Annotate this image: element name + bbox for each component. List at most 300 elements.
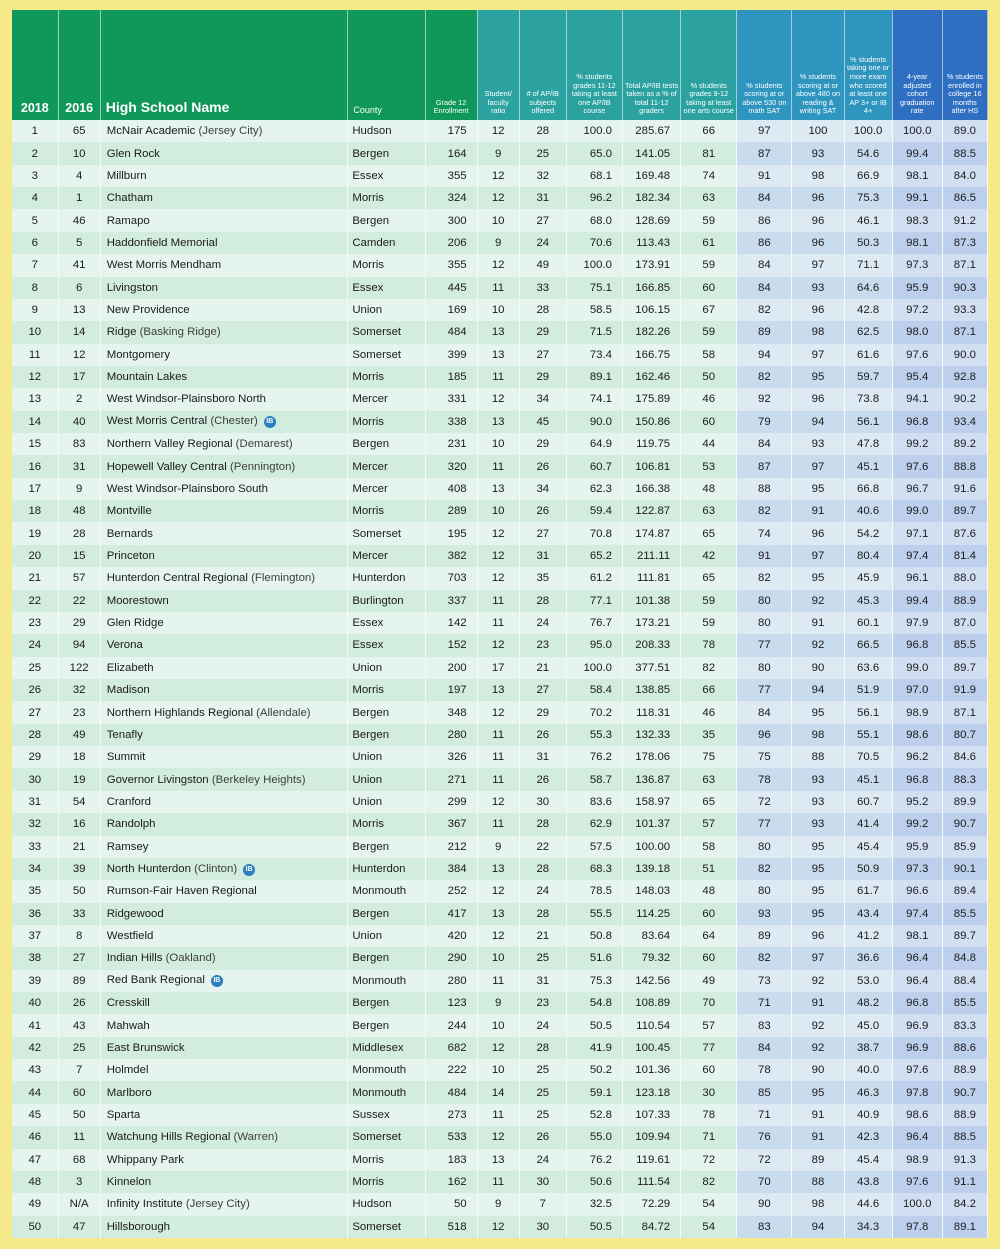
cell-ap-subjects: 23 <box>519 992 566 1014</box>
cell-county: Mercer <box>348 455 425 477</box>
cell-reading-sat: 95 <box>792 701 844 723</box>
cell-math-sat: 94 <box>737 344 792 366</box>
cell-ap-subjects: 30 <box>519 1216 566 1238</box>
cell-exam-score: 45.1 <box>844 768 892 790</box>
cell-ap-subjects: 27 <box>519 522 566 544</box>
cell-school-name <box>100 299 348 321</box>
header-exam-score: % students taking one or more exam who scored at least one AP 3+ or IB 4+ <box>844 10 892 120</box>
cell-math-sat: 83 <box>737 1216 792 1238</box>
cell-enrollment: 384 <box>425 858 477 880</box>
cell-enrollment: 290 <box>425 947 477 969</box>
cell-school-name <box>100 1081 348 1103</box>
school-name: McNair Academic <box>106 125 196 138</box>
cell-ap-course: 83.6 <box>566 791 622 813</box>
cell-college: 84.6 <box>942 746 987 768</box>
cell-grad-rate: 99.4 <box>892 142 942 164</box>
cell-ap-course: 96.2 <box>566 187 622 209</box>
cell-grad-rate: 96.4 <box>892 970 942 992</box>
school-name: Princeton <box>106 550 155 562</box>
cell-rank-2018: 35 <box>12 880 58 902</box>
cell-arts: 35 <box>681 724 737 746</box>
school-name: Mountain Lakes <box>106 371 188 384</box>
cell-ratio: 12 <box>477 880 519 902</box>
cell-arts: 82 <box>681 657 737 679</box>
cell-county: Bergen <box>348 724 425 746</box>
cell-reading-sat: 95 <box>792 366 844 388</box>
cell-county: Morris <box>348 366 425 388</box>
cell-ratio: 10 <box>477 1014 519 1036</box>
cell-exam-score: 100.0 <box>844 120 892 142</box>
cell-rank-2018: 26 <box>12 679 58 701</box>
cell-rank-2018: 42 <box>12 1037 58 1059</box>
cell-exam-score: 51.9 <box>844 679 892 701</box>
cell-enrollment: 331 <box>425 388 477 410</box>
cell-ap-course: 89.1 <box>566 366 622 388</box>
cell-rank-2016: N/A <box>58 1193 100 1215</box>
cell-county: Bergen <box>348 1014 425 1036</box>
ib-badge-icon: IB <box>264 416 276 428</box>
cell-exam-score: 54.2 <box>844 522 892 544</box>
cell-rank-2016: 5 <box>58 232 100 254</box>
school-name: Whippany Park <box>106 1153 184 1166</box>
cell-grad-rate: 98.0 <box>892 321 942 343</box>
cell-college: 91.9 <box>942 679 987 701</box>
cell-college: 88.5 <box>942 1126 987 1148</box>
cell-rank-2016: 12 <box>58 344 100 366</box>
cell-exam-score: 45.3 <box>844 590 892 612</box>
cell-ratio: 11 <box>477 768 519 790</box>
cell-college: 88.3 <box>942 768 987 790</box>
header-rank-2016: 2016 <box>58 10 100 120</box>
cell-tests-pct: 175.89 <box>622 388 680 410</box>
cell-ap-subjects: 34 <box>519 388 566 410</box>
cell-rank-2018: 14 <box>12 411 58 433</box>
cell-arts: 81 <box>681 142 737 164</box>
table-row <box>12 277 988 299</box>
cell-math-sat: 82 <box>737 366 792 388</box>
school-name: Mahwah <box>106 1019 150 1032</box>
table-row <box>12 232 988 254</box>
table-row <box>12 925 988 947</box>
cell-county: Bergen <box>348 142 425 164</box>
cell-tests-pct: 285.67 <box>622 120 680 142</box>
cell-reading-sat: 93 <box>792 791 844 813</box>
cell-ap-course: 55.3 <box>566 724 622 746</box>
cell-arts: 78 <box>681 634 737 656</box>
cell-arts: 59 <box>681 254 737 276</box>
cell-reading-sat: 98 <box>792 1193 844 1215</box>
cell-tests-pct: 83.64 <box>622 925 680 947</box>
cell-county: Bergen <box>348 903 425 925</box>
cell-math-sat: 82 <box>737 947 792 969</box>
cell-enrollment: 484 <box>425 321 477 343</box>
cell-tests-pct: 118.31 <box>622 701 680 723</box>
cell-arts: 51 <box>681 858 737 880</box>
cell-grad-rate: 96.7 <box>892 478 942 500</box>
cell-exam-score: 73.8 <box>844 388 892 410</box>
cell-reading-sat: 95 <box>792 903 844 925</box>
table-row <box>12 858 988 880</box>
cell-tests-pct: 148.03 <box>622 880 680 902</box>
cell-ap-course: 58.7 <box>566 768 622 790</box>
cell-ap-subjects: 25 <box>519 947 566 969</box>
cell-tests-pct: 158.97 <box>622 791 680 813</box>
cell-arts: 48 <box>681 478 737 500</box>
cell-reading-sat: 91 <box>792 1126 844 1148</box>
cell-tests-pct: 111.54 <box>622 1171 680 1193</box>
cell-arts: 65 <box>681 567 737 589</box>
cell-exam-score: 71.1 <box>844 254 892 276</box>
cell-ap-course: 75.1 <box>566 277 622 299</box>
cell-ratio: 12 <box>477 791 519 813</box>
cell-rank-2018: 43 <box>12 1059 58 1081</box>
cell-enrollment: 682 <box>425 1037 477 1059</box>
cell-college: 88.6 <box>942 1037 987 1059</box>
header-enrollment: Grade 12 Enrollment <box>425 10 477 120</box>
cell-ratio: 10 <box>477 500 519 522</box>
cell-arts: 63 <box>681 187 737 209</box>
cell-arts: 58 <box>681 836 737 858</box>
cell-rank-2018: 18 <box>12 500 58 522</box>
cell-school-name <box>100 634 348 656</box>
school-name: Northern Valley Regional <box>106 438 233 451</box>
cell-exam-score: 43.8 <box>844 1171 892 1193</box>
cell-rank-2018: 34 <box>12 858 58 880</box>
cell-rank-2016: 14 <box>58 321 100 343</box>
cell-math-sat: 84 <box>737 187 792 209</box>
cell-reading-sat: 89 <box>792 1149 844 1171</box>
cell-reading-sat: 92 <box>792 970 844 992</box>
cell-math-sat: 80 <box>737 657 792 679</box>
table-row <box>12 768 988 790</box>
cell-enrollment: 195 <box>425 522 477 544</box>
school-name: Livingston <box>106 281 158 294</box>
cell-county: Morris <box>348 1149 425 1171</box>
cell-school-name <box>100 836 348 858</box>
school-name: Montgomery <box>106 348 171 361</box>
cell-rank-2016: 49 <box>58 724 100 746</box>
cell-arts: 70 <box>681 992 737 1014</box>
cell-college: 85.5 <box>942 992 987 1014</box>
cell-school-name <box>100 209 348 231</box>
cell-arts: 46 <box>681 701 737 723</box>
cell-ratio: 10 <box>477 433 519 455</box>
cell-grad-rate: 95.4 <box>892 366 942 388</box>
cell-rank-2018: 32 <box>12 813 58 835</box>
cell-ratio: 13 <box>477 679 519 701</box>
cell-rank-2018: 4 <box>12 187 58 209</box>
cell-enrollment: 355 <box>425 254 477 276</box>
cell-county: Union <box>348 791 425 813</box>
school-name: East Brunswick <box>106 1041 185 1054</box>
cell-rank-2016: 25 <box>58 1037 100 1059</box>
cell-rank-2016: 60 <box>58 1081 100 1103</box>
cell-tests-pct: 110.54 <box>622 1014 680 1036</box>
cell-arts: 59 <box>681 590 737 612</box>
cell-arts: 78 <box>681 1104 737 1126</box>
cell-arts: 50 <box>681 366 737 388</box>
cell-school-name <box>100 724 348 746</box>
cell-enrollment: 252 <box>425 880 477 902</box>
cell-math-sat: 87 <box>737 142 792 164</box>
cell-grad-rate: 98.1 <box>892 232 942 254</box>
cell-county: Somerset <box>348 344 425 366</box>
table-row <box>12 1081 988 1103</box>
cell-math-sat: 76 <box>737 1126 792 1148</box>
cell-county: Mercer <box>348 478 425 500</box>
cell-arts: 71 <box>681 1126 737 1148</box>
cell-arts: 42 <box>681 545 737 567</box>
cell-exam-score: 56.1 <box>844 701 892 723</box>
cell-tests-pct: 111.81 <box>622 567 680 589</box>
cell-college: 88.9 <box>942 1104 987 1126</box>
cell-ap-subjects: 32 <box>519 165 566 187</box>
cell-math-sat: 80 <box>737 880 792 902</box>
cell-college: 89.7 <box>942 925 987 947</box>
cell-enrollment: 299 <box>425 791 477 813</box>
school-name: Ridge <box>106 326 137 339</box>
table-row <box>12 567 988 589</box>
cell-enrollment: 324 <box>425 187 477 209</box>
cell-arts: 58 <box>681 344 737 366</box>
cell-grad-rate: 99.4 <box>892 590 942 612</box>
cell-ap-course: 62.9 <box>566 813 622 835</box>
cell-ratio: 9 <box>477 992 519 1014</box>
cell-rank-2016: 31 <box>58 455 100 477</box>
cell-county: Mercer <box>348 388 425 410</box>
cell-county: Bergen <box>348 947 425 969</box>
school-city: (Pennington) <box>229 460 296 473</box>
cell-reading-sat: 94 <box>792 411 844 433</box>
cell-ap-subjects: 34 <box>519 478 566 500</box>
cell-school-name <box>100 1059 348 1081</box>
cell-grad-rate: 96.8 <box>892 411 942 433</box>
cell-rank-2016: 18 <box>58 746 100 768</box>
cell-college: 89.7 <box>942 657 987 679</box>
cell-county: Somerset <box>348 1216 425 1238</box>
cell-reading-sat: 90 <box>792 1059 844 1081</box>
cell-college: 90.2 <box>942 388 987 410</box>
cell-ap-subjects: 21 <box>519 657 566 679</box>
cell-arts: 60 <box>681 947 737 969</box>
cell-tests-pct: 101.36 <box>622 1059 680 1081</box>
cell-exam-score: 53.0 <box>844 970 892 992</box>
cell-ap-subjects: 28 <box>519 590 566 612</box>
table-row <box>12 903 988 925</box>
school-name: Hillsborough <box>106 1220 171 1233</box>
cell-ratio: 12 <box>477 254 519 276</box>
cell-grad-rate: 97.6 <box>892 1059 942 1081</box>
cell-exam-score: 45.0 <box>844 1014 892 1036</box>
cell-grad-rate: 95.9 <box>892 277 942 299</box>
cell-ap-course: 57.5 <box>566 836 622 858</box>
school-name: Hopewell Valley Central <box>106 460 227 473</box>
cell-school-name <box>100 142 348 164</box>
cell-grad-rate: 97.8 <box>892 1216 942 1238</box>
cell-county: Essex <box>348 634 425 656</box>
cell-ap-course: 74.1 <box>566 388 622 410</box>
cell-arts: 63 <box>681 768 737 790</box>
cell-grad-rate: 96.1 <box>892 567 942 589</box>
cell-ratio: 9 <box>477 232 519 254</box>
cell-school-name <box>100 612 348 634</box>
cell-enrollment: 417 <box>425 903 477 925</box>
cell-school-name <box>100 1104 348 1126</box>
cell-college: 89.1 <box>942 1216 987 1238</box>
cell-rank-2018: 2 <box>12 142 58 164</box>
cell-rank-2016: 65 <box>58 120 100 142</box>
cell-ap-course: 77.1 <box>566 590 622 612</box>
cell-grad-rate: 98.6 <box>892 724 942 746</box>
cell-grad-rate: 98.9 <box>892 701 942 723</box>
cell-reading-sat: 88 <box>792 1171 844 1193</box>
cell-ratio: 10 <box>477 209 519 231</box>
cell-grad-rate: 97.6 <box>892 455 942 477</box>
cell-school-name <box>100 791 348 813</box>
cell-tests-pct: 377.51 <box>622 657 680 679</box>
cell-exam-score: 66.5 <box>844 634 892 656</box>
cell-ap-course: 64.9 <box>566 433 622 455</box>
cell-reading-sat: 98 <box>792 724 844 746</box>
cell-school-name <box>100 768 348 790</box>
cell-reading-sat: 93 <box>792 433 844 455</box>
cell-college: 93.4 <box>942 411 987 433</box>
cell-college: 81.4 <box>942 545 987 567</box>
cell-grad-rate: 100.0 <box>892 1193 942 1215</box>
cell-school-name <box>100 344 348 366</box>
school-city: (Oakland) <box>165 952 216 965</box>
cell-reading-sat: 91 <box>792 500 844 522</box>
cell-college: 84.8 <box>942 947 987 969</box>
cell-college: 85.9 <box>942 836 987 858</box>
cell-rank-2018: 36 <box>12 903 58 925</box>
table-row <box>12 522 988 544</box>
cell-grad-rate: 97.0 <box>892 679 942 701</box>
cell-rank-2018: 37 <box>12 925 58 947</box>
cell-math-sat: 72 <box>737 791 792 813</box>
cell-math-sat: 71 <box>737 1104 792 1126</box>
cell-enrollment: 206 <box>425 232 477 254</box>
cell-math-sat: 83 <box>737 1014 792 1036</box>
table-row <box>12 970 988 992</box>
cell-exam-score: 59.7 <box>844 366 892 388</box>
cell-college: 93.3 <box>942 299 987 321</box>
cell-rank-2018: 5 <box>12 209 58 231</box>
cell-tests-pct: 166.38 <box>622 478 680 500</box>
cell-college: 88.9 <box>942 590 987 612</box>
cell-ap-course: 70.8 <box>566 522 622 544</box>
cell-grad-rate: 97.6 <box>892 1171 942 1193</box>
cell-ap-subjects: 24 <box>519 880 566 902</box>
cell-grad-rate: 98.9 <box>892 1149 942 1171</box>
cell-tests-pct: 178.06 <box>622 746 680 768</box>
cell-county: Essex <box>348 277 425 299</box>
cell-grad-rate: 99.2 <box>892 813 942 835</box>
cell-ap-subjects: 27 <box>519 679 566 701</box>
cell-rank-2018: 22 <box>12 590 58 612</box>
cell-ratio: 11 <box>477 813 519 835</box>
cell-ap-course: 50.6 <box>566 1171 622 1193</box>
cell-rank-2018: 49 <box>12 1193 58 1215</box>
cell-math-sat: 84 <box>737 433 792 455</box>
cell-ap-subjects: 31 <box>519 746 566 768</box>
cell-reading-sat: 97 <box>792 947 844 969</box>
school-name: Chatham <box>106 192 153 205</box>
cell-reading-sat: 97 <box>792 455 844 477</box>
cell-college: 86.5 <box>942 187 987 209</box>
cell-enrollment: 123 <box>425 992 477 1014</box>
cell-tests-pct: 162.46 <box>622 366 680 388</box>
cell-grad-rate: 95.2 <box>892 791 942 813</box>
cell-school-name <box>100 746 348 768</box>
table-row <box>12 455 988 477</box>
cell-ap-subjects: 24 <box>519 1014 566 1036</box>
cell-rank-2016: 2 <box>58 388 100 410</box>
cell-ap-subjects: 27 <box>519 209 566 231</box>
cell-arts: 44 <box>681 433 737 455</box>
cell-ap-subjects: 31 <box>519 187 566 209</box>
cell-college: 89.9 <box>942 791 987 813</box>
school-name: Ridgewood <box>106 907 164 920</box>
cell-grad-rate: 97.2 <box>892 299 942 321</box>
header-row <box>12 10 988 120</box>
cell-rank-2018: 11 <box>12 344 58 366</box>
cell-ratio: 11 <box>477 970 519 992</box>
table-row <box>12 478 988 500</box>
cell-tests-pct: 119.61 <box>622 1149 680 1171</box>
cell-reading-sat: 97 <box>792 254 844 276</box>
cell-math-sat: 72 <box>737 1149 792 1171</box>
table-row <box>12 1171 988 1193</box>
cell-rank-2018: 41 <box>12 1014 58 1036</box>
cell-ap-subjects: 30 <box>519 791 566 813</box>
cell-rank-2016: 94 <box>58 634 100 656</box>
school-name: Marlboro <box>106 1086 152 1099</box>
cell-enrollment: 183 <box>425 1149 477 1171</box>
cell-ap-subjects: 31 <box>519 970 566 992</box>
cell-county: Sussex <box>348 1104 425 1126</box>
cell-school-name <box>100 232 348 254</box>
cell-rank-2018: 45 <box>12 1104 58 1126</box>
cell-exam-score: 36.6 <box>844 947 892 969</box>
cell-ap-course: 78.5 <box>566 880 622 902</box>
cell-ap-course: 100.0 <box>566 254 622 276</box>
cell-exam-score: 45.1 <box>844 455 892 477</box>
cell-exam-score: 42.8 <box>844 299 892 321</box>
cell-ap-course: 50.2 <box>566 1059 622 1081</box>
cell-rank-2016: 43 <box>58 1014 100 1036</box>
cell-county: Mercer <box>348 545 425 567</box>
cell-tests-pct: 107.33 <box>622 1104 680 1126</box>
cell-college: 91.1 <box>942 1171 987 1193</box>
table-row <box>12 1037 988 1059</box>
cell-grad-rate: 96.2 <box>892 746 942 768</box>
school-name: Westfield <box>106 930 154 943</box>
cell-rank-2018: 31 <box>12 791 58 813</box>
school-city: (Warren) <box>233 1131 279 1144</box>
cell-county: Hunterdon <box>348 858 425 880</box>
cell-tests-pct: 142.56 <box>622 970 680 992</box>
cell-grad-rate: 96.9 <box>892 1014 942 1036</box>
cell-ap-course: 65.0 <box>566 142 622 164</box>
cell-reading-sat: 96 <box>792 232 844 254</box>
cell-ratio: 11 <box>477 366 519 388</box>
cell-ap-subjects: 31 <box>519 545 566 567</box>
cell-arts: 48 <box>681 880 737 902</box>
cell-grad-rate: 99.1 <box>892 187 942 209</box>
cell-county: Union <box>348 768 425 790</box>
cell-exam-score: 40.9 <box>844 1104 892 1126</box>
